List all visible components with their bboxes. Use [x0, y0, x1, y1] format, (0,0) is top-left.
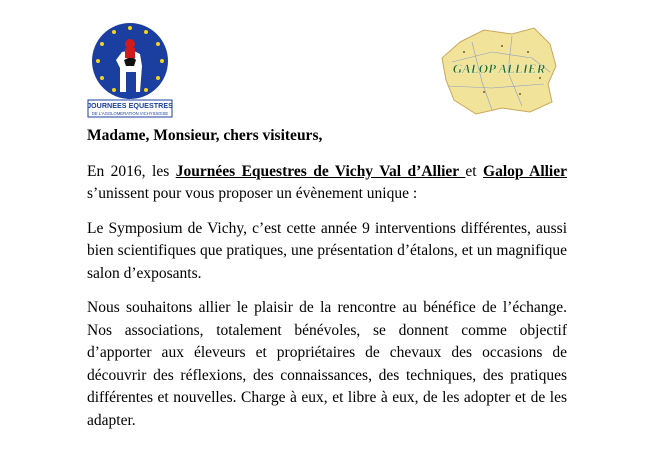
letter-body [87, 125, 567, 444]
galop-allier-logo [432, 22, 566, 118]
logo-left-text-line1: JOURNEES EQUESTRES [87, 101, 173, 110]
intro-before: En 2016, les [87, 162, 176, 180]
logo-right-text: GALOP ALLIER [452, 61, 546, 76]
intro-middle: et [465, 162, 484, 180]
paragraph-intro [87, 161, 567, 206]
rider-icon [125, 39, 135, 49]
greeting: Madame, Monsieur, chers visiteurs, [87, 127, 323, 144]
logo-left-text-line2: DE L'AGGLOMERATION VICHYSSOISE [91, 111, 169, 116]
paragraph-symposium: Le Symposium de Vichy, c’est cette année 9 interventions différentes, aussi bien scientifiques que pratiques, une présentation d’étalons, et un magnifique salon d’exposants. [87, 219, 567, 282]
intro-after: s’unissent pour vous proposer un évènement unique : [87, 185, 418, 202]
journees-equestres-link[interactable]: Journées Equestres de Vichy Val d’Allier [175, 162, 466, 180]
journees-equestres-logo [86, 22, 174, 118]
paragraph-associations: Nous souhaitons allier le plaisir de la rencontre au bénéfice de l’échange. Nos associations, totalement bénévoles, se donnent comme objectif d’apporter aux éleveurs et propriétaires de chevaux des occasions de découvrir des réflexions, des connaissances, des techniques, des pratiques différentes et nouvelles. Charge à eux, et libre à eux, de les adopter et de les adapter. [87, 299, 567, 429]
galop-allier-link[interactable]: Galop Allier [483, 162, 567, 180]
